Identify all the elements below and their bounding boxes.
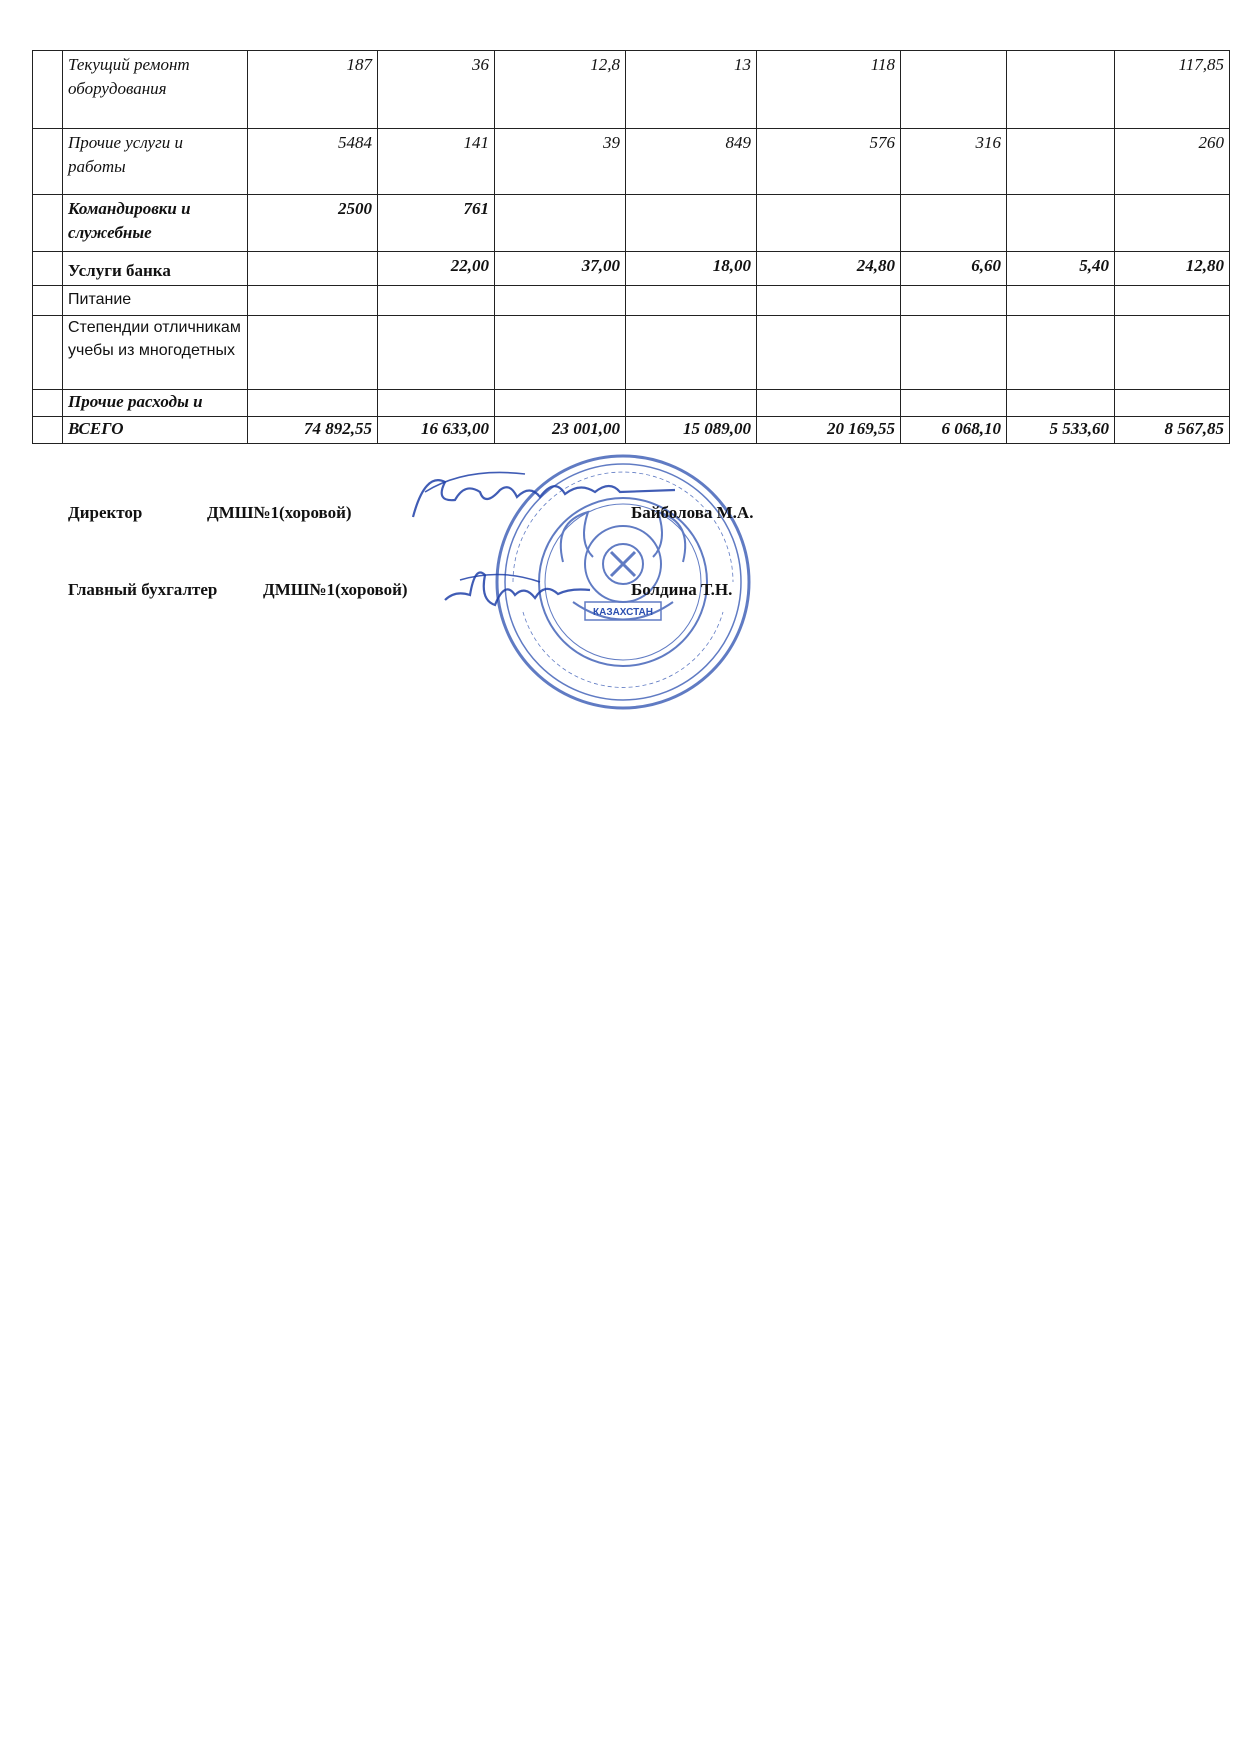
table-cell: 6 068,10 (901, 417, 1007, 444)
table-cell (757, 195, 901, 252)
table-cell: 761 (378, 195, 495, 252)
table-cell: 24,80 (757, 252, 901, 286)
table-cell (757, 390, 901, 417)
table-cell (1115, 286, 1230, 316)
table-cell (378, 286, 495, 316)
table-cell: 316 (901, 129, 1007, 195)
table-cell (33, 417, 63, 444)
table-cell: 16 633,00 (378, 417, 495, 444)
table-cell (757, 286, 901, 316)
table-cell: 2500 (248, 195, 378, 252)
table-cell (901, 316, 1007, 390)
table-cell (248, 252, 378, 286)
table-cell (33, 316, 63, 390)
table-cell: 12,80 (1115, 252, 1230, 286)
table-cell (378, 390, 495, 417)
budget-table-wrapper (32, 50, 1229, 444)
table-cell (1007, 286, 1115, 316)
table-cell: 8 567,85 (1115, 417, 1230, 444)
table-cell: 18,00 (626, 252, 757, 286)
director-org: ДМШ№1(хоровой) (207, 503, 352, 522)
table-cell: 576 (757, 129, 901, 195)
table-row (33, 252, 1230, 286)
table-cell (248, 316, 378, 390)
table-cell (901, 286, 1007, 316)
table-cell (495, 286, 626, 316)
table-cell (626, 195, 757, 252)
table-cell: 6,60 (901, 252, 1007, 286)
table-cell (495, 390, 626, 417)
table-cell (757, 316, 901, 390)
table-cell: 118 (757, 51, 901, 129)
table-cell (33, 51, 63, 129)
table-cell (33, 252, 63, 286)
table-cell (378, 316, 495, 390)
accountant-name: Болдина Т.Н. (631, 580, 733, 599)
table-cell: 141 (378, 129, 495, 195)
row-label: Командировки и служебные (63, 195, 248, 252)
accountant-org: ДМШ№1(хоровой) (263, 580, 408, 599)
table-cell: 13 (626, 51, 757, 129)
row-label: Текущий ремонт оборудования (63, 51, 248, 129)
table-cell: 23 001,00 (495, 417, 626, 444)
table-cell: 12,8 (495, 51, 626, 129)
table-cell (495, 195, 626, 252)
table-cell (901, 390, 1007, 417)
table-cell (626, 316, 757, 390)
row-label: Прочие расходы и (63, 390, 248, 417)
table-row (33, 129, 1230, 195)
row-label: ВСЕГО (63, 417, 248, 444)
table-cell: 74 892,55 (248, 417, 378, 444)
table-cell: 15 089,00 (626, 417, 757, 444)
row-label: Питание (63, 286, 248, 316)
table-cell (1115, 390, 1230, 417)
director-signature-icon (405, 462, 685, 532)
accountant-signature-icon (440, 560, 600, 620)
table-cell (626, 390, 757, 417)
table-row (33, 390, 1230, 417)
table-cell (495, 316, 626, 390)
table-cell (33, 390, 63, 417)
table-cell (1007, 51, 1115, 129)
row-label: Степендии отличникам учебы из многодетных (63, 316, 248, 390)
table-cell: 5 533,60 (1007, 417, 1115, 444)
table-cell (33, 129, 63, 195)
table-cell: 187 (248, 51, 378, 129)
table-cell (33, 286, 63, 316)
table-cell (1007, 129, 1115, 195)
table-cell (901, 195, 1007, 252)
table-cell (901, 51, 1007, 129)
budget-table (32, 50, 1230, 444)
row-label: Услуги банка (63, 252, 248, 286)
table-cell (248, 286, 378, 316)
table-cell: 5,40 (1007, 252, 1115, 286)
table-cell: 36 (378, 51, 495, 129)
table-cell (248, 390, 378, 417)
director-name: Байболова М.А. (631, 503, 754, 522)
director-title: Директор (68, 503, 143, 522)
stamp-text: КАЗАХСТАН (593, 607, 653, 618)
table-cell: 22,00 (378, 252, 495, 286)
table-cell: 260 (1115, 129, 1230, 195)
table-cell: 20 169,55 (757, 417, 901, 444)
table-cell (1007, 195, 1115, 252)
table-row (33, 286, 1230, 316)
table-cell (33, 195, 63, 252)
table-row (33, 51, 1230, 129)
table-row-total (33, 417, 1230, 444)
table-row (33, 195, 1230, 252)
table-cell: 5484 (248, 129, 378, 195)
table-cell (1115, 316, 1230, 390)
table-cell (626, 286, 757, 316)
table-cell: 117,85 (1115, 51, 1230, 129)
table-cell: 37,00 (495, 252, 626, 286)
table-cell (1115, 195, 1230, 252)
accountant-title: Главный бухгалтер (68, 580, 218, 599)
row-label: Прочие услуги и работы (63, 129, 248, 195)
table-cell (1007, 316, 1115, 390)
table-cell: 39 (495, 129, 626, 195)
table-row (33, 316, 1230, 390)
table-cell (1007, 390, 1115, 417)
table-cell: 849 (626, 129, 757, 195)
